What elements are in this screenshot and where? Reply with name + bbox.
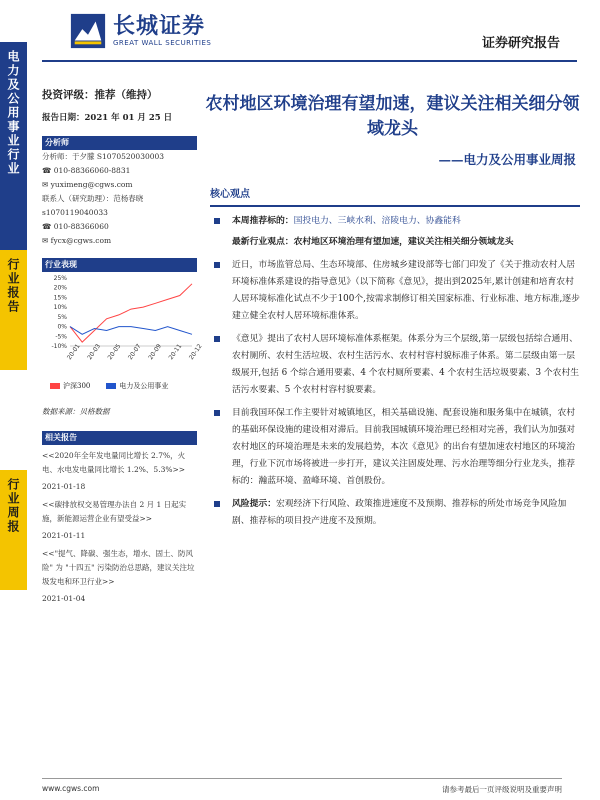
line-chart xyxy=(42,272,204,372)
x-tick-label: 20-03 xyxy=(86,342,102,362)
chart-legend xyxy=(50,379,197,394)
header xyxy=(27,0,600,64)
company-logo: 长城证券 GREAT WALL SECURITIES xyxy=(69,10,239,52)
x-tick-label: 20-12 xyxy=(187,342,204,362)
report-subtitle: ——电力及公用事业周报 xyxy=(438,152,576,167)
footer-disclaimer: 请参考最后一页评级说明及重要声明 xyxy=(442,785,562,794)
x-tick-label: 20-07 xyxy=(126,342,143,362)
x-tick-label: 20-05 xyxy=(106,342,123,362)
paragraph-2: 《意见》提出了农村人居环境标准体系框架。体系分为三个层级,第一层级包括综合通用、农村厕所、农村生活垃圾、农村生活污水、农村村容村貌标准子体系。第二层级由第一层级展开,包括 6 个综合通用要素、4 个农村厕所要素、4 个农村生活垃圾要素、3 个农村生活污水要素、5 个农村村容村貌要素。 xyxy=(210,331,580,399)
header-divider xyxy=(42,60,577,62)
sidebar xyxy=(0,0,27,800)
related-report-date: 2021-01-04 xyxy=(42,594,86,603)
related-report-link[interactable]: <<"提气、降碳、强生态，增水、固土、防风险" 为 "十四五" 污染防治总思路，建议关注垃圾发电和环卫行业>> xyxy=(42,549,195,586)
bullet-icon xyxy=(214,336,220,342)
chart-header: 行业表现 xyxy=(42,258,197,272)
report-date: 报告日期：2021 年 01 月 25 日 xyxy=(42,113,173,123)
related-reports-header: 相关报告 xyxy=(42,431,197,445)
y-tick-label: -5% xyxy=(55,333,67,341)
y-tick-label: 0% xyxy=(57,323,67,331)
core-view-header: 核心观点 xyxy=(210,186,580,207)
y-tick-label: 5% xyxy=(57,313,67,321)
x-tick-label: 20-11 xyxy=(167,342,184,362)
industry-view: 最新行业观点：农村地区环境治理有望加速，建议关注相关细分领域龙头 xyxy=(232,237,514,247)
left-column xyxy=(42,88,204,606)
main-content xyxy=(210,186,580,530)
paragraph-3: 目前我国环保工作主要针对城镇地区，相关基础设施、配套设施和服务集中在城镇，农村的基础环保设施的建设相对滞后。目前我国城镇环境治理已经相对完善，我们认为加强对农村地区的环境治理是未来的发展趋势，本次《意见》的出台有望加速农村地区的环境治理，行业下沉市场将被进一步打开，建议关注固废处理、污水治理等细分行业龙头，推荐标的：瀚蓝环境、盈峰环境、首创股份。 xyxy=(210,405,580,490)
industry-performance-chart xyxy=(42,258,204,419)
y-tick-label: -10% xyxy=(51,343,67,350)
series-line xyxy=(70,284,192,342)
investment-rating: 投资评级：推荐（维持） xyxy=(42,89,158,101)
assistant-email[interactable]: ✉ fycx@cgws.com xyxy=(42,236,112,245)
x-tick-label: 20-09 xyxy=(147,342,163,362)
legend-item: 电力及公用事业 xyxy=(106,379,168,394)
y-tick-label: 10% xyxy=(53,304,67,312)
related-report-date: 2021-01-11 xyxy=(42,531,86,540)
assistant-phone: ☎ 010-88366060 xyxy=(42,222,109,231)
report-title: 农村地区环境治理有望加速，建议关注相关细分领域龙头 xyxy=(205,94,580,139)
paragraph-1: 近日，市场监管总局、生态环境部、住房城乡建设部等七部门印发了《关于推动农村人居环境标准体系建设的指导意见》（以下简称《意见》，提出到2025年,累计创建和培育农村人居环境标准化试点不少于100个,按需求制修订相关国家标准、行业标准、地方标准,逐步建立健全农村人居环境标准体系。 xyxy=(210,257,580,325)
y-tick-label: 25% xyxy=(53,275,67,282)
recommendation-point: 本周推荐标的：国投电力、三峡水利、涪陵电力、协鑫能科 xyxy=(210,213,580,230)
bullet-icon xyxy=(214,218,220,224)
x-tick-label: 20-01 xyxy=(65,342,82,362)
bullet-icon xyxy=(214,410,220,416)
sidebar-industry-tag: 电力及公用事业行业 xyxy=(0,42,27,250)
assistant-id: s1070119040033 xyxy=(42,208,108,217)
assistant-line: 联系人（研究助理）：范杨春晓 xyxy=(42,194,144,203)
bullet-icon xyxy=(214,501,220,507)
footer-url[interactable]: www.cgws.com xyxy=(42,784,100,793)
related-report-date: 2021-01-18 xyxy=(42,482,86,491)
analyst-email[interactable]: ✉ yuximeng@cgws.com xyxy=(42,180,133,189)
great-wall-logo-icon xyxy=(69,12,107,50)
sidebar-report-tag: 行业报告 xyxy=(0,250,27,370)
analyst-header: 分析师 xyxy=(42,136,197,150)
footer-divider xyxy=(42,778,562,779)
sidebar-weekly-tag: 行业周报 xyxy=(0,470,27,590)
y-tick-label: 15% xyxy=(53,294,67,302)
recommended-stocks: 国投电力、三峡水利、涪陵电力、协鑫能科 xyxy=(293,216,461,226)
analyst-phone: ☎ 010-88366060-8831 xyxy=(42,166,131,175)
series-line xyxy=(70,327,192,335)
legend-item: 沪深300 xyxy=(50,379,90,394)
data-source: 数据来源：贝格数据 xyxy=(42,407,110,416)
related-report-link[interactable]: <<2020年全年发电量同比增长 2.7%，火电、水电发电量同比增长 1.2%、5.3%>> xyxy=(42,451,186,474)
related-report-link[interactable]: <<碳排放权交易管理办法自 2 月 1 日起实施，新能源运营企业有望受益>> xyxy=(42,500,187,523)
analyst-line: 分析师：于夕朦 S1070520030003 xyxy=(42,152,165,161)
bullet-icon xyxy=(214,262,220,268)
report-type: 证券研究报告 xyxy=(481,36,560,51)
y-tick-label: 20% xyxy=(53,284,67,292)
risk-warning: 风险提示：宏观经济下行风险、政策推进速度不及预期、推荐标的所处市场竞争风险加剧、推荐标的项目投产进度不及预期。 xyxy=(210,496,580,530)
